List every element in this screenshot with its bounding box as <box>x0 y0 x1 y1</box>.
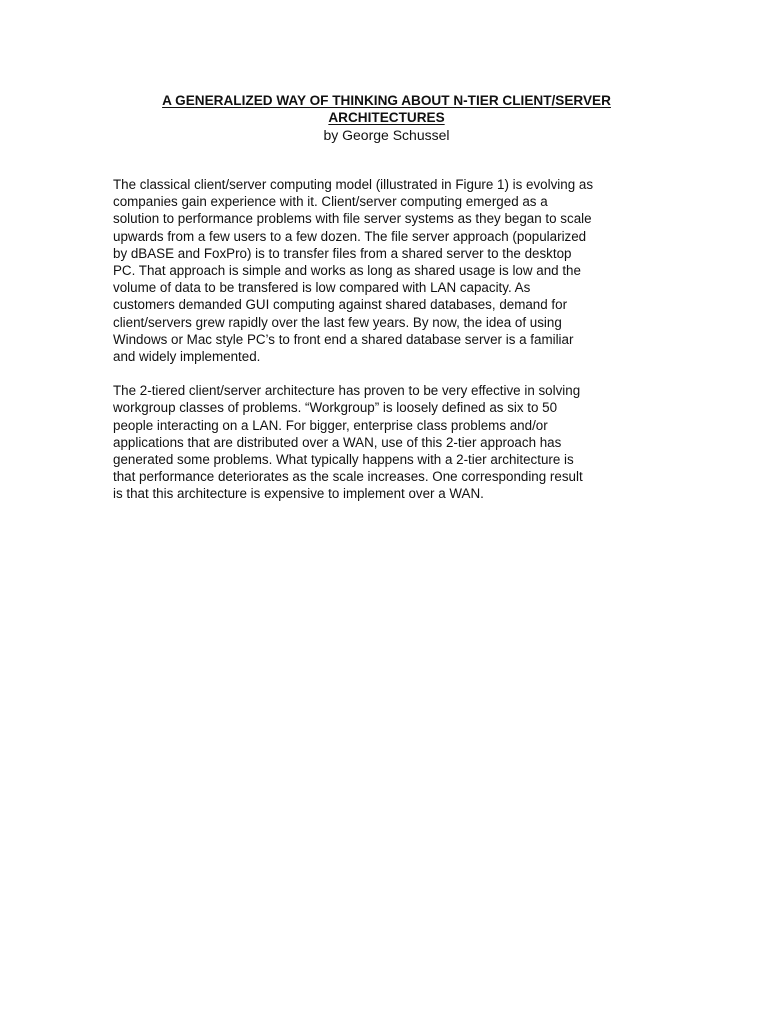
paragraph-line: applications that are distributed over a WAN, use of this 2-tier approach has <box>113 434 562 450</box>
paragraph-line: solution to performance problems with file server systems as they began to scale <box>113 211 592 227</box>
document-body <box>113 176 658 520</box>
paragraph-line: volume of data to be transfered is low compared with LAN capacity. As <box>113 280 531 296</box>
paragraph-line: The 2-tiered client/server architecture has proven to be very effective in solving <box>113 383 581 399</box>
paragraph-line: by dBASE and FoxPro) is to transfer files from a shared server to the desktop <box>113 245 572 261</box>
paragraph-2 <box>113 382 658 502</box>
paragraph-line: is that this architecture is expensive to implement over a WAN. <box>113 486 484 502</box>
paragraph-line: PC. That approach is simple and works as long as shared usage is low and the <box>113 263 581 279</box>
paragraph-line: generated some problems. What typically happens with a 2-tier architecture is <box>113 452 574 468</box>
paragraph-line: client/servers grew rapidly over the last few years. By now, the idea of using <box>113 314 562 330</box>
paragraph-line: workgroup classes of problems. “Workgroup” is loosely defined as six to 50 <box>113 400 558 416</box>
paragraph-line: and widely implemented. <box>113 349 261 365</box>
document-title <box>113 92 660 126</box>
paragraph-line: upwards from a few users to a few dozen. The file server approach (popularized <box>113 228 587 244</box>
paragraph-line: that performance deteriorates as the scale increases. One corresponding result <box>113 469 583 485</box>
paragraph-line: The classical client/server computing model (illustrated in Figure 1) is evolving as <box>113 177 594 192</box>
paragraph-line: companies gain experience with it. Client/server computing emerged as a <box>113 194 548 210</box>
title-line: ARCHITECTURES <box>328 110 445 125</box>
paragraph-1 <box>113 176 658 365</box>
paragraph-line: people interacting on a LAN. For bigger, enterprise class problems and/or <box>113 417 548 433</box>
paragraph-line: customers demanded GUI computing against shared databases, demand for <box>113 297 568 313</box>
title-line: A GENERALIZED WAY OF THINKING ABOUT N-TIER CLIENT/SERVER <box>162 93 611 108</box>
author-byline: by George Schussel <box>323 127 450 143</box>
paragraph-line: Windows or Mac style PC’s to front end a shared database server is a familiar <box>113 331 574 347</box>
title-block <box>113 92 660 145</box>
